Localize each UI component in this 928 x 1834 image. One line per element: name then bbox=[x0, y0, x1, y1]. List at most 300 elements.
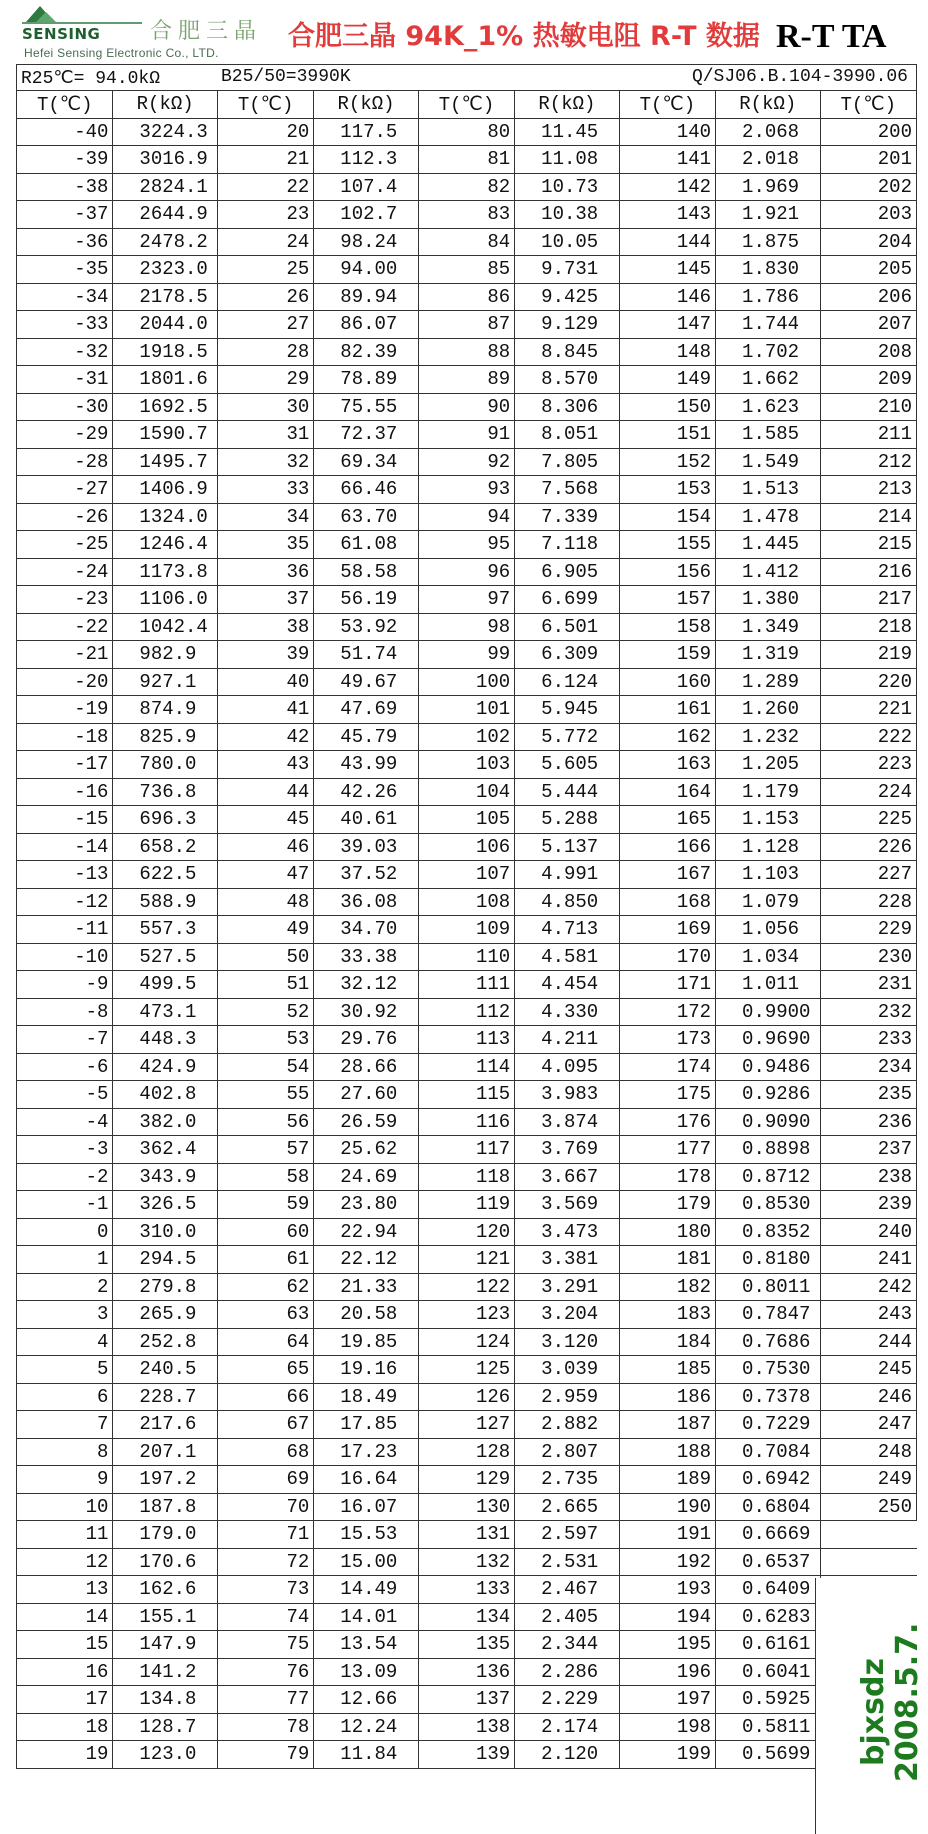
resistance-cell: 0.7229 bbox=[716, 1411, 820, 1439]
resistance-cell: 0.8530 bbox=[716, 1191, 820, 1219]
resistance-cell: 2.665 bbox=[515, 1493, 619, 1521]
temperature-cell: 33 bbox=[217, 476, 313, 504]
resistance-cell: 2323.0 bbox=[113, 256, 217, 284]
resistance-cell: 0.6161 bbox=[716, 1631, 820, 1659]
table-row bbox=[17, 1108, 917, 1136]
temperature-cell: 42 bbox=[217, 723, 313, 751]
temperature-cell: 27 bbox=[217, 311, 313, 339]
temperature-cell: 56 bbox=[217, 1108, 313, 1136]
resistance-cell: 47.69 bbox=[314, 696, 418, 724]
temperature-cell: 11 bbox=[17, 1521, 113, 1549]
resistance-cell: 382.0 bbox=[113, 1108, 217, 1136]
resistance-cell: 16.64 bbox=[314, 1466, 418, 1494]
temperature-cell: 37 bbox=[217, 586, 313, 614]
resistance-cell: 187.8 bbox=[113, 1493, 217, 1521]
temperature-cell: 202 bbox=[820, 173, 917, 201]
spec-b-value: B25/50=3990K bbox=[221, 67, 351, 87]
resistance-cell: 0.5699 bbox=[716, 1741, 820, 1769]
resistance-cell: 170.6 bbox=[113, 1548, 217, 1576]
temperature-cell: 67 bbox=[217, 1411, 313, 1439]
temperature-cell: 49 bbox=[217, 916, 313, 944]
resistance-cell: 1.079 bbox=[716, 888, 820, 916]
temperature-cell: 70 bbox=[217, 1493, 313, 1521]
temperature-cell: 143 bbox=[619, 201, 715, 229]
temperature-cell: 131 bbox=[418, 1521, 514, 1549]
resistance-cell: 0.5811 bbox=[716, 1713, 820, 1741]
resistance-cell: 58.58 bbox=[314, 558, 418, 586]
temperature-cell: 184 bbox=[619, 1328, 715, 1356]
temperature-cell: 201 bbox=[820, 146, 917, 174]
temperature-cell: 183 bbox=[619, 1301, 715, 1329]
temperature-cell: 118 bbox=[418, 1163, 514, 1191]
temperature-cell: 6 bbox=[17, 1383, 113, 1411]
temperature-cell: 84 bbox=[418, 228, 514, 256]
temperature-cell: 188 bbox=[619, 1438, 715, 1466]
resistance-cell: 0.8011 bbox=[716, 1273, 820, 1301]
temperature-cell: 231 bbox=[820, 971, 917, 999]
temperature-cell: 127 bbox=[418, 1411, 514, 1439]
resistance-cell: 2.018 bbox=[716, 146, 820, 174]
temperature-cell: 44 bbox=[217, 778, 313, 806]
temperature-cell: 167 bbox=[619, 861, 715, 889]
temperature-cell: 119 bbox=[418, 1191, 514, 1219]
temperature-cell: 193 bbox=[619, 1576, 715, 1604]
table-row bbox=[17, 201, 917, 229]
resistance-cell: 14.49 bbox=[314, 1576, 418, 1604]
table-row bbox=[17, 1383, 917, 1411]
temperature-cell: 160 bbox=[619, 668, 715, 696]
resistance-cell: 0.6283 bbox=[716, 1603, 820, 1631]
resistance-cell: 40.61 bbox=[314, 806, 418, 834]
table-row bbox=[17, 146, 917, 174]
temperature-cell: 38 bbox=[217, 613, 313, 641]
resistance-cell: 3.381 bbox=[515, 1246, 619, 1274]
temperature-cell: -5 bbox=[17, 1081, 113, 1109]
resistance-cell: 1.349 bbox=[716, 613, 820, 641]
temperature-cell bbox=[820, 1521, 917, 1549]
temperature-cell: 164 bbox=[619, 778, 715, 806]
resistance-cell: 982.9 bbox=[113, 641, 217, 669]
temperature-cell: 175 bbox=[619, 1081, 715, 1109]
resistance-cell: 25.62 bbox=[314, 1136, 418, 1164]
stamp-author: bjxsdz bbox=[856, 1658, 891, 1766]
table-row bbox=[17, 448, 917, 476]
table-row bbox=[17, 283, 917, 311]
temperature-cell: -22 bbox=[17, 613, 113, 641]
temperature-cell: -38 bbox=[17, 173, 113, 201]
table-row bbox=[17, 778, 917, 806]
resistance-cell: 1.875 bbox=[716, 228, 820, 256]
resistance-cell: 2.531 bbox=[515, 1548, 619, 1576]
temperature-cell: 107 bbox=[418, 861, 514, 889]
resistance-cell: 4.991 bbox=[515, 861, 619, 889]
temperature-cell: 223 bbox=[820, 751, 917, 779]
resistance-cell: 39.03 bbox=[314, 833, 418, 861]
resistance-cell: 0.6409 bbox=[716, 1576, 820, 1604]
resistance-cell: 228.7 bbox=[113, 1383, 217, 1411]
temperature-cell: 82 bbox=[418, 173, 514, 201]
temperature-cell: 120 bbox=[418, 1218, 514, 1246]
resistance-cell: 1.623 bbox=[716, 393, 820, 421]
temperature-cell: 162 bbox=[619, 723, 715, 751]
resistance-cell: 424.9 bbox=[113, 1053, 217, 1081]
temperature-cell: -13 bbox=[17, 861, 113, 889]
resistance-cell: 2.174 bbox=[515, 1713, 619, 1741]
resistance-cell: 207.1 bbox=[113, 1438, 217, 1466]
resistance-cell: 1.921 bbox=[716, 201, 820, 229]
temperature-cell: 210 bbox=[820, 393, 917, 421]
temperature-cell: 128 bbox=[418, 1438, 514, 1466]
table-row bbox=[17, 228, 917, 256]
resistance-cell: 63.70 bbox=[314, 503, 418, 531]
temperature-cell: 219 bbox=[820, 641, 917, 669]
temperature-cell: 169 bbox=[619, 916, 715, 944]
resistance-cell: 1.412 bbox=[716, 558, 820, 586]
table-row bbox=[17, 118, 917, 146]
header-resistance: R(kΩ) bbox=[515, 91, 619, 119]
temperature-cell: 207 bbox=[820, 311, 917, 339]
temperature-cell: 97 bbox=[418, 586, 514, 614]
table-row bbox=[17, 751, 917, 779]
temperature-cell: -31 bbox=[17, 366, 113, 394]
temperature-cell: -32 bbox=[17, 338, 113, 366]
temperature-cell: 250 bbox=[820, 1493, 917, 1521]
resistance-cell: 4.454 bbox=[515, 971, 619, 999]
resistance-cell: 162.6 bbox=[113, 1576, 217, 1604]
temperature-cell: -3 bbox=[17, 1136, 113, 1164]
temperature-cell: 125 bbox=[418, 1356, 514, 1384]
temperature-cell: 122 bbox=[418, 1273, 514, 1301]
temperature-cell: 150 bbox=[619, 393, 715, 421]
temperature-cell: 1 bbox=[17, 1246, 113, 1274]
resistance-cell: 3.120 bbox=[515, 1328, 619, 1356]
temperature-cell: 216 bbox=[820, 558, 917, 586]
temperature-cell: -24 bbox=[17, 558, 113, 586]
header-temperature: T(℃) bbox=[820, 91, 917, 119]
temperature-cell: 7 bbox=[17, 1411, 113, 1439]
temperature-cell: 199 bbox=[619, 1741, 715, 1769]
resistance-cell: 20.58 bbox=[314, 1301, 418, 1329]
temperature-cell: 211 bbox=[820, 421, 917, 449]
temperature-cell: 145 bbox=[619, 256, 715, 284]
spec-standard: Q/SJ06.B.104-3990.06 bbox=[691, 67, 908, 87]
resistance-cell: 112.3 bbox=[314, 146, 418, 174]
resistance-cell: 343.9 bbox=[113, 1163, 217, 1191]
resistance-cell: 23.80 bbox=[314, 1191, 418, 1219]
temperature-cell: -16 bbox=[17, 778, 113, 806]
temperature-cell: 115 bbox=[418, 1081, 514, 1109]
table-row bbox=[17, 1328, 917, 1356]
header-temperature: T(℃) bbox=[217, 91, 313, 119]
temperature-cell: 178 bbox=[619, 1163, 715, 1191]
temperature-cell: 23 bbox=[217, 201, 313, 229]
resistance-cell: 13.54 bbox=[314, 1631, 418, 1659]
temperature-cell: 40 bbox=[217, 668, 313, 696]
resistance-cell: 825.9 bbox=[113, 723, 217, 751]
resistance-cell: 22.94 bbox=[314, 1218, 418, 1246]
table-row bbox=[17, 861, 917, 889]
resistance-cell: 17.23 bbox=[314, 1438, 418, 1466]
resistance-cell: 3224.3 bbox=[113, 118, 217, 146]
temperature-cell: 46 bbox=[217, 833, 313, 861]
temperature-cell: 221 bbox=[820, 696, 917, 724]
resistance-cell: 7.118 bbox=[515, 531, 619, 559]
temperature-cell: 3 bbox=[17, 1301, 113, 1329]
table-row bbox=[17, 1576, 917, 1604]
temperature-cell: 59 bbox=[217, 1191, 313, 1219]
temperature-cell: 32 bbox=[217, 448, 313, 476]
temperature-cell: 215 bbox=[820, 531, 917, 559]
resistance-cell: 402.8 bbox=[113, 1081, 217, 1109]
resistance-cell: 2.467 bbox=[515, 1576, 619, 1604]
temperature-cell: 24 bbox=[217, 228, 313, 256]
resistance-cell: 56.19 bbox=[314, 586, 418, 614]
temperature-cell: -15 bbox=[17, 806, 113, 834]
resistance-cell: 3.667 bbox=[515, 1163, 619, 1191]
table-row bbox=[17, 668, 917, 696]
table-row bbox=[17, 696, 917, 724]
temperature-cell: 140 bbox=[619, 118, 715, 146]
temperature-cell: -26 bbox=[17, 503, 113, 531]
resistance-cell: 217.6 bbox=[113, 1411, 217, 1439]
temperature-cell: 151 bbox=[619, 421, 715, 449]
resistance-cell: 1.153 bbox=[716, 806, 820, 834]
temperature-cell: 105 bbox=[418, 806, 514, 834]
temperature-cell: -21 bbox=[17, 641, 113, 669]
temperature-cell: 43 bbox=[217, 751, 313, 779]
temperature-cell: 54 bbox=[217, 1053, 313, 1081]
temperature-cell: 132 bbox=[418, 1548, 514, 1576]
table-row bbox=[17, 1081, 917, 1109]
resistance-cell: 66.46 bbox=[314, 476, 418, 504]
temperature-cell: 63 bbox=[217, 1301, 313, 1329]
temperature-cell: 196 bbox=[619, 1658, 715, 1686]
resistance-cell: 6.699 bbox=[515, 586, 619, 614]
resistance-cell: 7.568 bbox=[515, 476, 619, 504]
temperature-cell: 209 bbox=[820, 366, 917, 394]
temperature-cell: 108 bbox=[418, 888, 514, 916]
resistance-cell: 1.969 bbox=[716, 173, 820, 201]
temperature-cell: 248 bbox=[820, 1438, 917, 1466]
temperature-cell: 232 bbox=[820, 998, 917, 1026]
resistance-cell: 14.01 bbox=[314, 1603, 418, 1631]
resistance-cell: 82.39 bbox=[314, 338, 418, 366]
temperature-cell: 191 bbox=[619, 1521, 715, 1549]
temperature-cell: 2 bbox=[17, 1273, 113, 1301]
temperature-cell: 73 bbox=[217, 1576, 313, 1604]
resistance-cell: 3016.9 bbox=[113, 146, 217, 174]
resistance-cell: 2644.9 bbox=[113, 201, 217, 229]
resistance-cell: 117.5 bbox=[314, 118, 418, 146]
resistance-cell: 622.5 bbox=[113, 861, 217, 889]
resistance-cell: 19.16 bbox=[314, 1356, 418, 1384]
temperature-cell: 47 bbox=[217, 861, 313, 889]
temperature-cell: -27 bbox=[17, 476, 113, 504]
temperature-cell: 58 bbox=[217, 1163, 313, 1191]
temperature-cell: 45 bbox=[217, 806, 313, 834]
header-resistance: R(kΩ) bbox=[113, 91, 217, 119]
temperature-cell: 171 bbox=[619, 971, 715, 999]
temperature-cell: 226 bbox=[820, 833, 917, 861]
temperature-cell: 98 bbox=[418, 613, 514, 641]
document-header bbox=[0, 0, 928, 64]
resistance-cell: 2824.1 bbox=[113, 173, 217, 201]
temperature-cell: 153 bbox=[619, 476, 715, 504]
temperature-cell: 170 bbox=[619, 943, 715, 971]
temperature-cell: 177 bbox=[619, 1136, 715, 1164]
temperature-cell: 12 bbox=[17, 1548, 113, 1576]
temperature-cell: 142 bbox=[619, 173, 715, 201]
temperature-cell: 173 bbox=[619, 1026, 715, 1054]
resistance-cell: 1.103 bbox=[716, 861, 820, 889]
temperature-cell: -20 bbox=[17, 668, 113, 696]
temperature-cell: -33 bbox=[17, 311, 113, 339]
temperature-cell: 26 bbox=[217, 283, 313, 311]
resistance-cell: 1801.6 bbox=[113, 366, 217, 394]
resistance-cell: 0.9900 bbox=[716, 998, 820, 1026]
resistance-cell: 1246.4 bbox=[113, 531, 217, 559]
resistance-cell: 36.08 bbox=[314, 888, 418, 916]
header-resistance: R(kΩ) bbox=[716, 91, 820, 119]
temperature-cell: 112 bbox=[418, 998, 514, 1026]
resistance-cell: 6.501 bbox=[515, 613, 619, 641]
resistance-cell: 197.2 bbox=[113, 1466, 217, 1494]
resistance-cell: 75.55 bbox=[314, 393, 418, 421]
resistance-cell: 89.94 bbox=[314, 283, 418, 311]
temperature-cell: 106 bbox=[418, 833, 514, 861]
resistance-cell: 1.319 bbox=[716, 641, 820, 669]
temperature-cell: -30 bbox=[17, 393, 113, 421]
resistance-cell: 34.70 bbox=[314, 916, 418, 944]
resistance-cell: 1495.7 bbox=[113, 448, 217, 476]
resistance-cell: 0.6537 bbox=[716, 1548, 820, 1576]
resistance-cell: 9.129 bbox=[515, 311, 619, 339]
resistance-cell: 10.73 bbox=[515, 173, 619, 201]
temperature-cell: 161 bbox=[619, 696, 715, 724]
document-title: 合肥三晶 94K_1% 热敏电阻 R-T 数据 bbox=[288, 21, 760, 52]
resistance-cell: 102.7 bbox=[314, 201, 418, 229]
temperature-cell: 241 bbox=[820, 1246, 917, 1274]
resistance-cell: 4.850 bbox=[515, 888, 619, 916]
resistance-cell: 4.095 bbox=[515, 1053, 619, 1081]
resistance-cell: 265.9 bbox=[113, 1301, 217, 1329]
resistance-cell: 0.6669 bbox=[716, 1521, 820, 1549]
resistance-cell: 1.585 bbox=[716, 421, 820, 449]
table-row bbox=[17, 1603, 917, 1631]
temperature-cell: -37 bbox=[17, 201, 113, 229]
header-temperature: T(℃) bbox=[418, 91, 514, 119]
resistance-cell: 2478.2 bbox=[113, 228, 217, 256]
table-row bbox=[17, 613, 917, 641]
resistance-cell: 1.011 bbox=[716, 971, 820, 999]
table-row bbox=[17, 1301, 917, 1329]
temperature-cell: 95 bbox=[418, 531, 514, 559]
resistance-cell: 0.7378 bbox=[716, 1383, 820, 1411]
resistance-cell: 33.38 bbox=[314, 943, 418, 971]
resistance-cell: 15.00 bbox=[314, 1548, 418, 1576]
temperature-cell: 137 bbox=[418, 1686, 514, 1714]
temperature-cell bbox=[820, 1548, 917, 1576]
temperature-cell: 135 bbox=[418, 1631, 514, 1659]
resistance-cell: 18.49 bbox=[314, 1383, 418, 1411]
logo-brand-text: SENSING bbox=[22, 25, 101, 43]
temperature-cell: 8 bbox=[17, 1438, 113, 1466]
temperature-cell: 28 bbox=[217, 338, 313, 366]
temperature-cell: 77 bbox=[217, 1686, 313, 1714]
table-row bbox=[17, 393, 917, 421]
table-row bbox=[17, 1521, 917, 1549]
resistance-cell: 3.769 bbox=[515, 1136, 619, 1164]
resistance-cell: 8.570 bbox=[515, 366, 619, 394]
table-row bbox=[17, 723, 917, 751]
resistance-cell: 7.339 bbox=[515, 503, 619, 531]
table-row bbox=[17, 998, 917, 1026]
resistance-cell: 2.959 bbox=[515, 1383, 619, 1411]
temperature-cell: 109 bbox=[418, 916, 514, 944]
temperature-cell: 141 bbox=[619, 146, 715, 174]
resistance-cell: 2.882 bbox=[515, 1411, 619, 1439]
resistance-cell: 12.66 bbox=[314, 1686, 418, 1714]
temperature-cell: 158 bbox=[619, 613, 715, 641]
temperature-cell: -10 bbox=[17, 943, 113, 971]
resistance-cell: 2178.5 bbox=[113, 283, 217, 311]
temperature-cell: 21 bbox=[217, 146, 313, 174]
temperature-cell: 123 bbox=[418, 1301, 514, 1329]
temperature-cell: -39 bbox=[17, 146, 113, 174]
temperature-cell: 236 bbox=[820, 1108, 917, 1136]
temperature-cell: 89 bbox=[418, 366, 514, 394]
resistance-cell: 3.569 bbox=[515, 1191, 619, 1219]
temperature-cell: 144 bbox=[619, 228, 715, 256]
resistance-cell: 2.597 bbox=[515, 1521, 619, 1549]
temperature-cell: 10 bbox=[17, 1493, 113, 1521]
resistance-cell: 10.38 bbox=[515, 201, 619, 229]
header-resistance: R(kΩ) bbox=[314, 91, 418, 119]
series-code: R-T TA bbox=[776, 18, 887, 55]
resistance-cell: 12.24 bbox=[314, 1713, 418, 1741]
stamp-date: 2008.5.7. bbox=[890, 1622, 925, 1782]
resistance-cell: 2.120 bbox=[515, 1741, 619, 1769]
resistance-cell: 5.137 bbox=[515, 833, 619, 861]
temperature-cell: -28 bbox=[17, 448, 113, 476]
resistance-cell: 240.5 bbox=[113, 1356, 217, 1384]
table-row bbox=[17, 1163, 917, 1191]
temperature-cell: 100 bbox=[418, 668, 514, 696]
spec-row bbox=[16, 64, 917, 90]
temperature-cell: 57 bbox=[217, 1136, 313, 1164]
resistance-cell: 8.051 bbox=[515, 421, 619, 449]
resistance-cell: 5.444 bbox=[515, 778, 619, 806]
temperature-cell: 227 bbox=[820, 861, 917, 889]
temperature-cell: 229 bbox=[820, 916, 917, 944]
temperature-cell: 172 bbox=[619, 998, 715, 1026]
table-row bbox=[17, 586, 917, 614]
temperature-cell: -25 bbox=[17, 531, 113, 559]
resistance-cell: 6.905 bbox=[515, 558, 619, 586]
resistance-cell: 874.9 bbox=[113, 696, 217, 724]
temperature-cell: 13 bbox=[17, 1576, 113, 1604]
resistance-cell: 26.59 bbox=[314, 1108, 418, 1136]
temperature-cell: 181 bbox=[619, 1246, 715, 1274]
table-row bbox=[17, 943, 917, 971]
resistance-cell: 2044.0 bbox=[113, 311, 217, 339]
table-row bbox=[17, 256, 917, 284]
resistance-cell: 1590.7 bbox=[113, 421, 217, 449]
temperature-cell: 25 bbox=[217, 256, 313, 284]
resistance-cell: 252.8 bbox=[113, 1328, 217, 1356]
temperature-cell: 83 bbox=[418, 201, 514, 229]
temperature-cell: 36 bbox=[217, 558, 313, 586]
